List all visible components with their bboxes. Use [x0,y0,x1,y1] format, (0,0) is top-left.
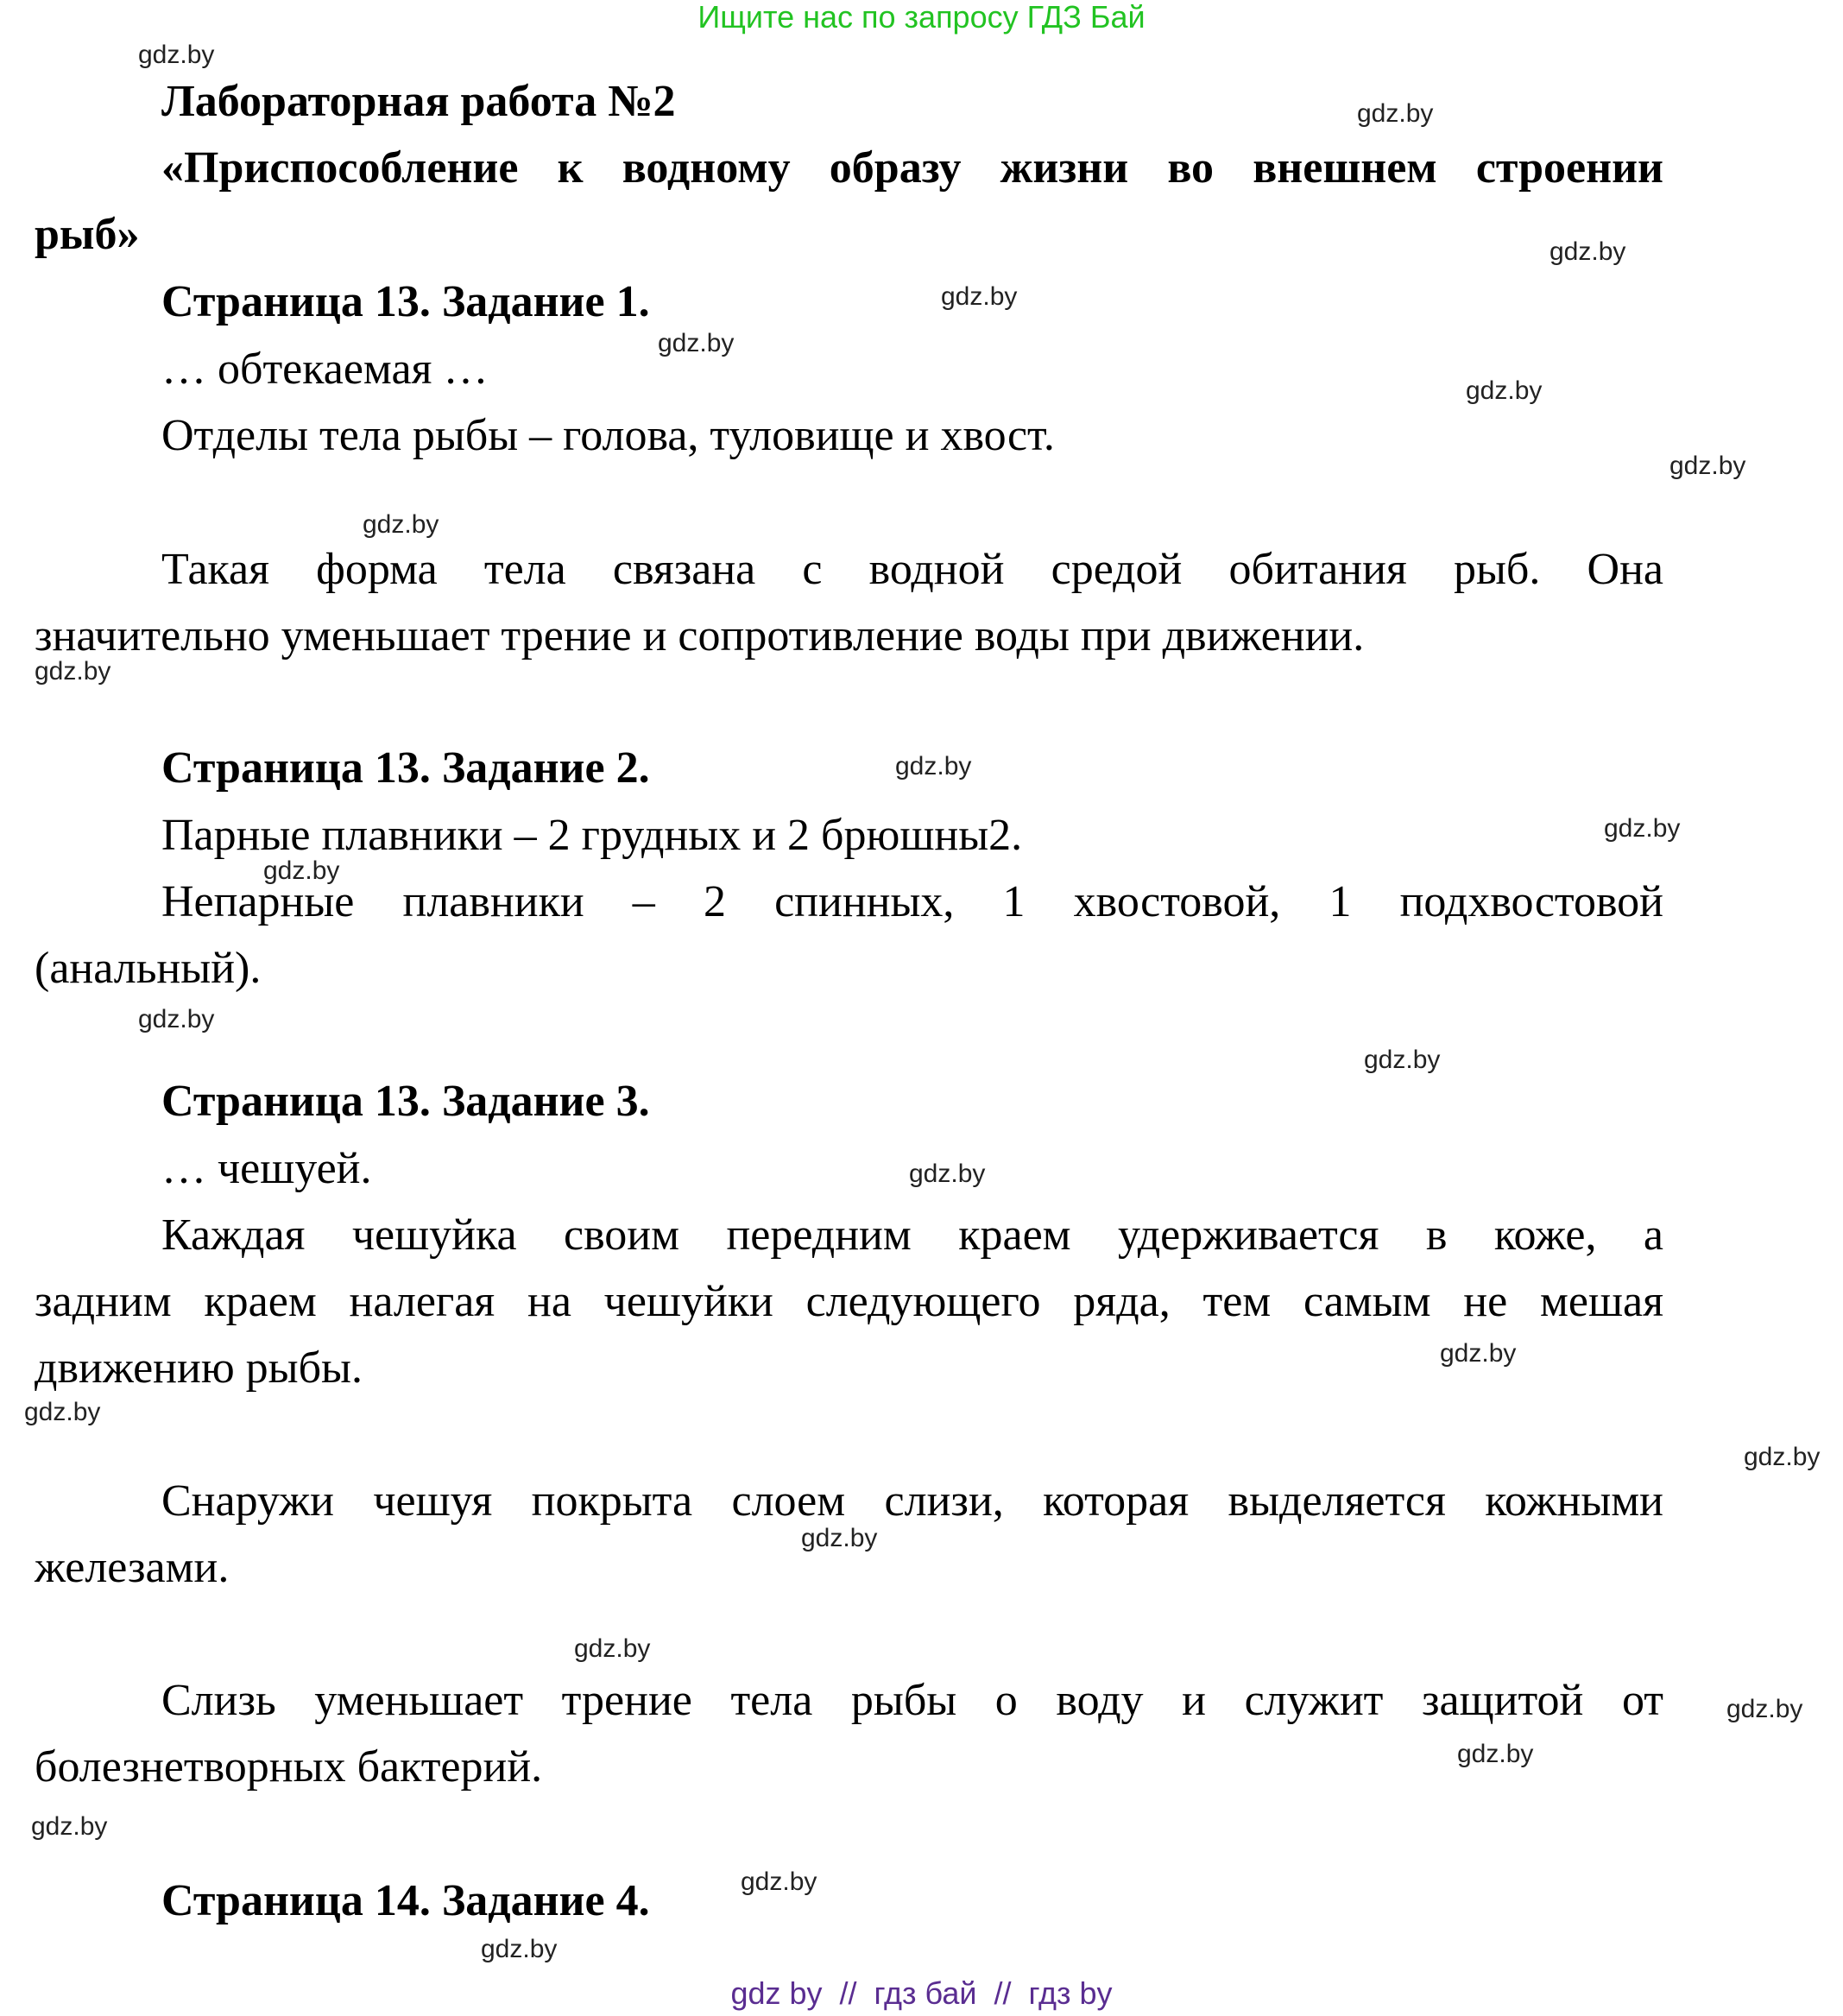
watermark: gdz.by [574,1634,651,1663]
document-subtitle: «Приспособление к водному образу жизни во внешнем строении [161,143,1663,193]
task3-heading: Страница 13. Задание 3. [161,1077,650,1126]
task1-body-parts: Отделы тела рыбы – голова, туловище и хвост. [161,411,1055,460]
watermark: gdz.by [1726,1695,1803,1723]
watermark: gdz.by [941,282,1018,311]
watermark: gdz.by [363,510,439,539]
watermark: gdz.by [35,657,111,686]
watermark: gdz.by [658,329,735,357]
task1-explanation: Такая форма тела связана с водной средой обитания рыб. Она [161,545,1663,594]
watermark: gdz.by [741,1867,817,1896]
task3-mucus-line1: Снаружи чешуя покрыта слоем слизи, которая выделяется кожными [161,1476,1663,1526]
watermark: gdz.by [1364,1046,1441,1074]
watermark: gdz.by [31,1812,108,1841]
watermark: gdz.by [1550,237,1626,266]
task2-unpaired-fins-end: (анальный). [35,944,262,993]
top-banner: Ищите нас по запросу ГДЗ Бай [697,0,1146,35]
task3-scales-line2: задним краем налегая на чешуйки следующего ряда, тем самым не мешая [35,1277,1663,1326]
task3-mucus-line2: железами. [35,1543,230,1592]
task2-paired-fins: Парные плавники – 2 грудных и 2 брюшны2. [161,811,1023,860]
watermark: gdz.by [909,1160,986,1188]
watermark: gdz.by [1669,452,1746,480]
task1-explanation-end: значительно уменьшает трение и сопротивление воды при движении. [35,611,1365,660]
watermark: gdz.by [1357,99,1434,128]
task2-unpaired-fins: Непарные плавники – 2 спинных, 1 хвостовой, 1 подхвостовой [161,877,1663,926]
task3-slime-line1: Слизь уменьшает трение тела рыбы о воду и служит защитой от [161,1676,1663,1725]
watermark: gdz.by [24,1398,101,1426]
watermark: gdz.by [1744,1443,1821,1471]
bottom-banner: gdz by // гдз бай // гдз by [730,1975,1113,2011]
document-subtitle-end: рыб» [35,210,140,259]
task3-scales-line3: движению рыбы. [35,1343,363,1393]
task2-heading: Страница 13. Задание 2. [161,743,650,793]
task1-answer: … обтекаемая … [161,344,489,394]
watermark: gdz.by [1604,814,1681,843]
watermark: gdz.by [1457,1740,1534,1768]
watermark: gdz.by [895,752,972,780]
document-title: Лабораторная работа №2 [161,77,676,126]
watermark: gdz.by [801,1524,878,1552]
watermark: gdz.by [138,1005,215,1033]
task4-heading: Страница 14. Задание 4. [161,1876,650,1925]
watermark: gdz.by [138,41,215,69]
task3-slime-line2: болезнетворных бактерий. [35,1742,543,1792]
task1-heading: Страница 13. Задание 1. [161,277,650,326]
watermark: gdz.by [481,1935,558,1963]
watermark: gdz.by [263,856,340,885]
task3-answer: … чешуей. [161,1144,372,1193]
task3-scales-line1: Каждая чешуйка своим передним краем удерживается в коже, а [161,1210,1663,1260]
watermark: gdz.by [1440,1339,1517,1368]
watermark: gdz.by [1466,376,1543,405]
